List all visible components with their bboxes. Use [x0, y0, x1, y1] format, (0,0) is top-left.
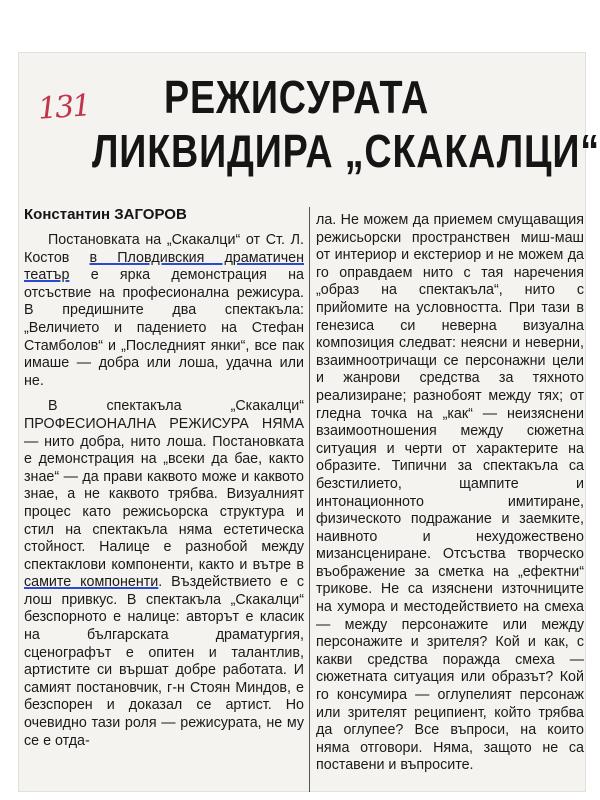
headline-line-2: ЛИКВИДИРА „СКАКАЛЦИ“	[92, 125, 600, 177]
article-paragraph-1	[24, 232, 304, 390]
column-divider	[309, 207, 310, 792]
underlined-phrase-components: самите компоненти	[24, 574, 159, 591]
paragraph-2-text-cont: . Въздействието е с лош привкус. В спектакъла „Скакалци“ безспорното е налице: авторът е класик на българската драматургия, сценографът е опитен и талантлив, артистите си вършат добре работата. И самият постановчик, г-н Стоян Миндов, е безспорен и доказал се артист. Но очевидно тази роля — режисурата, не му се е отда-	[24, 574, 304, 749]
paragraph-1-text: Постановката на „Скакалци“ от Ст. Л. Костов	[24, 232, 304, 266]
author-byline: Константин ЗАГОРОВ	[24, 206, 187, 223]
section-band	[78, 52, 598, 66]
headline-line-1: РЕЖИСУРАТА	[164, 71, 430, 123]
article-column-left	[24, 232, 304, 750]
paragraph-1-text-cont: е ярка демонстрация на отсъствие на професионална режисура. В предишните два спектакъла: „Величието и падението на Стефан Стамболов“ и „Последният янки“, все пак имаше — добра или лоша, удачна или не.	[24, 267, 304, 389]
underlined-phrase-theatre: в Пловдивския драматичен театър	[24, 249, 304, 284]
handwritten-mark: 131	[36, 88, 91, 127]
article-paragraph-2	[24, 398, 304, 750]
article-column-right	[316, 212, 584, 775]
paragraph-2-text: В спектакъла „Скакалци“ ПРОФЕСИОНАЛНА РЕЖИСУРА НЯМА — нито добра, нито лоша. Постановката е демонстрация на „всеки да бае, както знае“ — да прави каквото може и каквото знае, а не каквото трябва. Визуалният процес като режисьорска структура и стил на спектакъла няма естетическа стойност. Налице е разнобой между спектаклови компоненти, както и вътре в	[24, 398, 304, 573]
headline	[78, 70, 598, 178]
newspaper-clipping	[18, 52, 600, 792]
article-paragraph-3: ла. Не можем да приемем смущаващия режисьорски пространствен миш-маш от интериор и екстериор и не можем да го оправдаем нито с тая наречения „образ на спектакъла“, нито с прийомите на условността. При тази в генезиса си неверна визуална композиция следват: неясни и неверни, взаимноотричащи се персонажни цели и жанрови средства за тяхното реализиране; разнобоят между тях; от гледна точка на „как“ — неизяснени взаимоотношения между сюжетна ситуация и черти от характерите на образите. Типични за спектакъла са безстилието, щампите и интонационното имитиране, физическото подражание и заемките, наивното и нехудожествено мизансцениране. Отсъства творческо въображение за сметка на „ефектни“ трикове. Не са изяснени източниците на хумора и местодействието на смеха — между персонажите или между персонажите и зрителя? Кой и как, с какви средства поражда смеха — сюжетната ситуация или образът? Кой го консумира — оглупелият персонаж или зрителят реципиент, който трябва да оглупее? Все въпроси, на които няма отговори. Няма, защото не са поставени и въпросите.	[316, 212, 584, 774]
